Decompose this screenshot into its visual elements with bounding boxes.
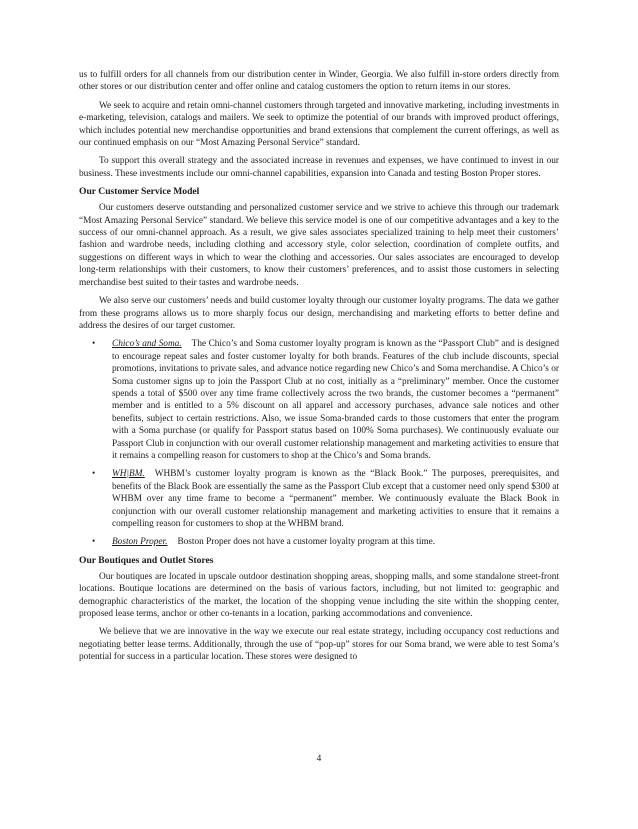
brand-label-whbm: WH|BM. — [112, 469, 145, 480]
paragraph-distribution: us to fulfill orders for all channels from our distribution center in Winder, Georgia. We also fulfill in-store orders directly from other stores or our distribution center and offer online and catalog customers the option to return items in our stores. — [79, 70, 559, 93]
list-item-text: WHBM’s customer loyalty program is known as the “Black Book.” The purposes, prerequisites, and benefits of the Black Book are essentially the same as the Passport Club except that a customer need only spend $300 at WHBM over any time frame to become a “permanent” member. We continuously evaluate the Black Book in conjunction with our overall customer relationship management and marketing activities to ensure that it remains a compelling reason for customers to shop at the WHBM brand. — [112, 469, 559, 529]
loyalty-program-list — [79, 338, 559, 549]
list-item-chicos-soma — [79, 338, 559, 462]
paragraph-boutique-locations: Our boutiques are located in upscale outdoor destination shopping areas, shopping malls, and some standalone street-front locations. Boutique locations are determined on the basis of various factors, including, but not limited to: geographic and demographic characteristics of the market, the location of the shopping venue including the site within the shopping center, proposed lease terms, anchor or other co-tenants in a location, parking accommodations and convenience. — [79, 571, 559, 620]
paragraph-investments: To support this overall strategy and the associated increase in revenues and expenses, we have continued to invest in our business. These investments include our omni-channel capabilities, expansion into Canada and testing Boston Proper stores. — [79, 156, 559, 179]
page-body — [79, 69, 559, 670]
list-item-text: Boston Proper does not have a customer loyalty program at this time. — [177, 537, 436, 548]
paragraph-real-estate-strategy: We believe that we are innovative in the way we execute our real estate strategy, including occupancy cost reductions and negotiating better lease terms. Additionally, through the use of “pop-up” stores for our Soma brand, we were able to test Soma’s potential for success in a particular location. These stores were designed to — [79, 627, 559, 663]
list-item-boston-proper — [79, 536, 559, 548]
list-item-text: The Chico’s and Soma customer loyalty program is known as the “Passport Club” and is designed to encourage repeat sales and foster customer loyalty for both brands. Features of the club include discounts, special promotions, invitations to private sales, and advance notice regarding new Chico’s and Soma merchandise. A Chico’s or Soma customer signs up to join the Passport Club at no cost, initially as a “preliminary” member. Once the customer spends a total of $500 over any time frame collectively across the two brands, the customer becomes a “permanent” member and is entitled to a 5% discount on all apparel and accessory purchases, advance sale notices and other benefits, subject to certain restrictions. Also, we issue Soma-branded cards to those customers that enter the program with a Soma purchase (or qualify for Passport status based on 100% Soma purchases). We continuously evaluate our Passport Club in conjunction with our overall customer relationship management and marketing activities to ensure that it remains a compelling reason for customers to shop at the Chico’s and Soma brands. — [112, 339, 559, 461]
brand-label-boston-proper: Boston Proper. — [112, 537, 168, 548]
bullet-icon: • — [92, 339, 96, 350]
brand-label-chicos-soma: Chico’s and Soma. — [112, 339, 182, 350]
bullet-icon: • — [92, 537, 96, 548]
page-number: 4 — [316, 754, 322, 764]
bullet-icon: • — [92, 469, 96, 480]
paragraph-service-model: Our customers deserve outstanding and personalized customer service and we strive to achieve this through our trademark “Most Amazing Personal Service” standard. We believe this service model is one of our competitive advantages and a key to the success of our omni-channel approach. As a result, we give sales associates specialized training to help meet their customers’ fashion and wardrobe needs, including clothing and accessory style, color selection, coordination of complete outfits, and suggestions on different ways in which to wear the clothing and accessories. Our sales associates are encouraged to develop long-term relationships with their customers, to know their customers’ preferences, and to assist those customers in selecting merchandise best suited to their tastes and wardrobe needs. — [79, 203, 559, 288]
paragraph-marketing: We seek to acquire and retain omni-channel customers through targeted and innovative marketing, including investments in e-marketing, television, catalogs and mailers. We seek to optimize the potential of our brands with improved product offerings, which includes potential new merchandise opportunities and brand extensions that complement the current offerings, as well as our continued emphasis on our “Most Amazing Personal Service” standard. — [79, 100, 559, 149]
heading-boutiques-outlet-stores: Our Boutiques and Outlet Stores — [79, 554, 214, 566]
list-item-whbm — [79, 468, 559, 530]
heading-customer-service-model: Our Customer Service Model — [79, 186, 200, 198]
paragraph-loyalty-programs: We also serve our customers’ needs and build customer loyalty through our customer loyalty programs. The data we gather from these programs allows us to more sharply focus our design, merchandising and marketing efforts to better define and address the desires of our target customer. — [79, 296, 559, 331]
